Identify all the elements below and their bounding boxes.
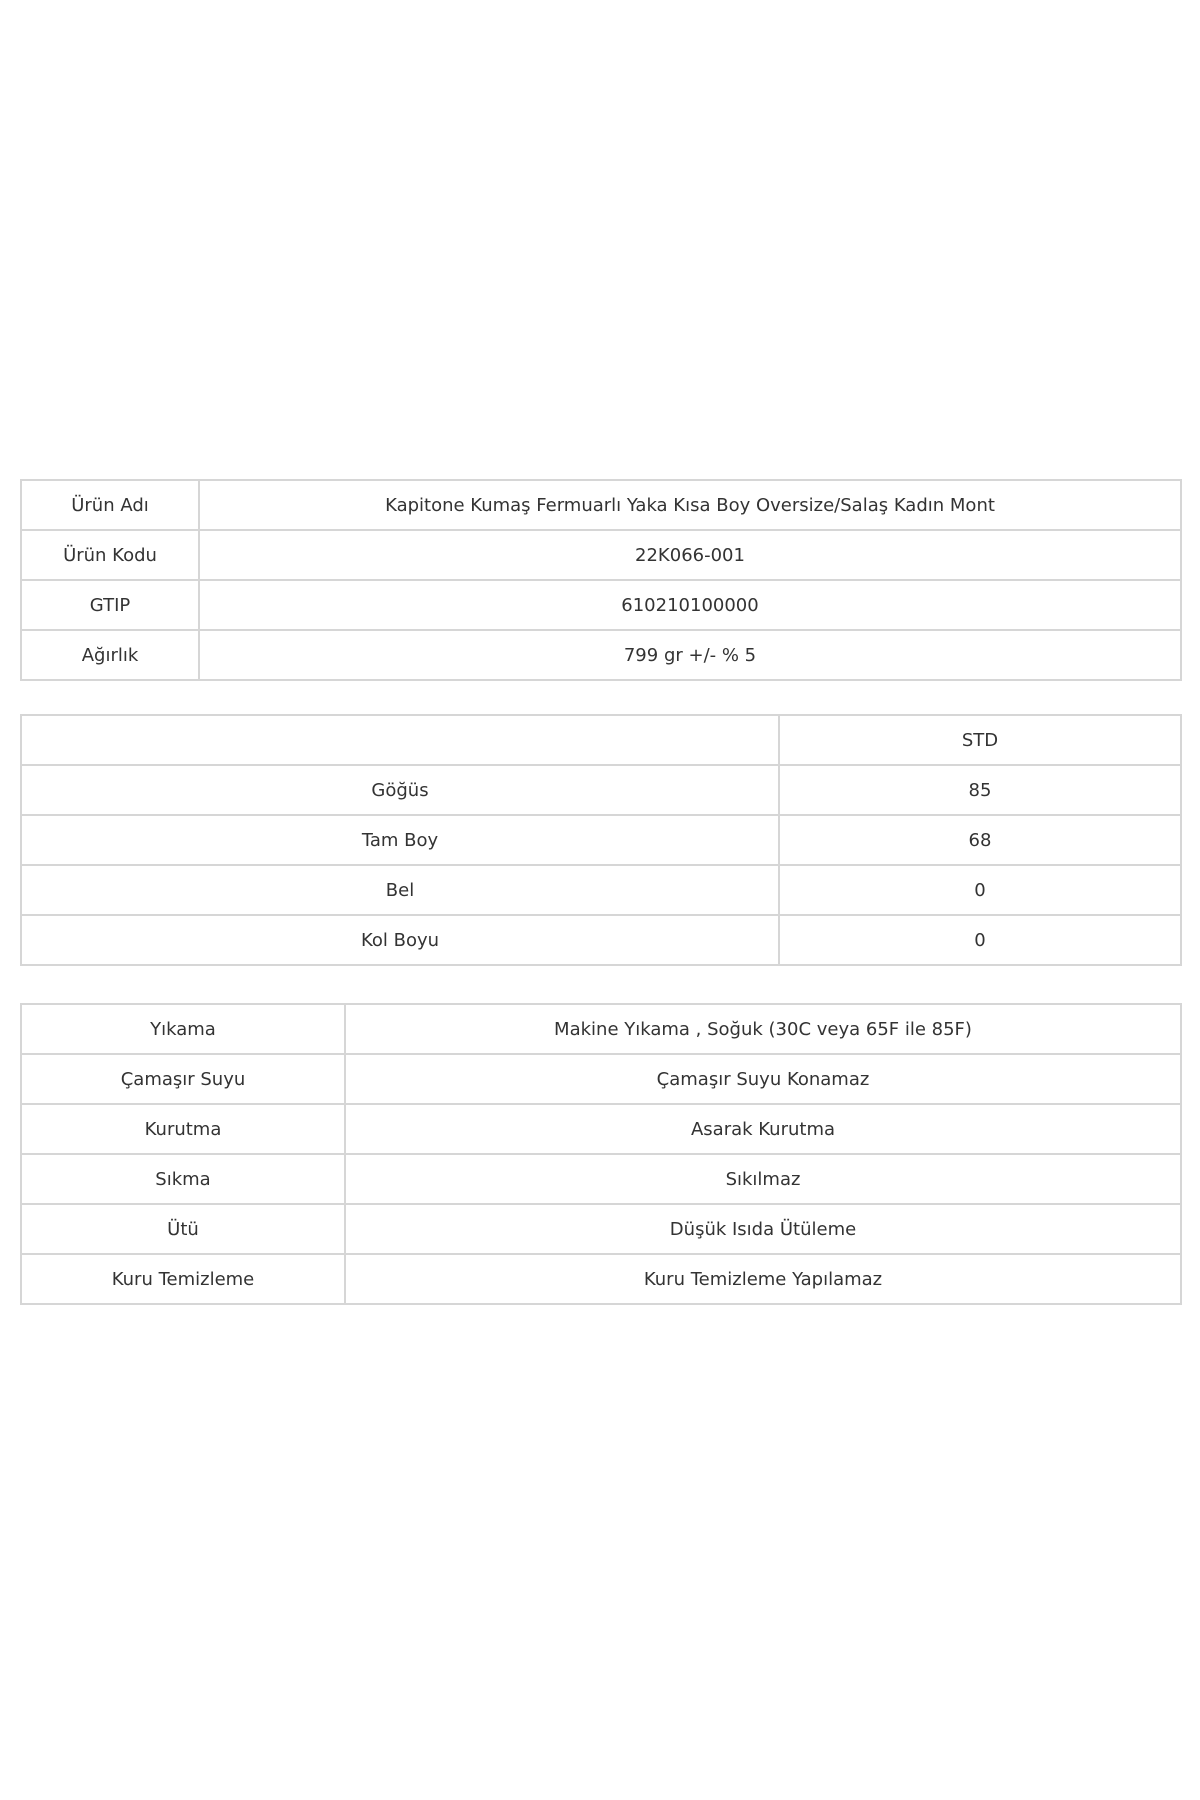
table-row <box>21 480 1181 530</box>
table-row <box>21 815 1181 865</box>
table-row <box>21 865 1181 915</box>
table-row <box>21 1104 1181 1154</box>
weight-value: 799 gr +/- % 5 <box>199 630 1181 680</box>
table-row <box>21 915 1181 965</box>
full-length-label: Tam Boy <box>21 815 779 865</box>
drying-label: Kurutma <box>21 1104 345 1154</box>
product-name-value: Kapitone Kumaş Fermuarlı Yaka Kısa Boy Oversize/Salaş Kadın Mont <box>199 480 1181 530</box>
washing-value: Makine Yıkama , Soğuk (30C veya 65F ile 85F) <box>345 1004 1181 1054</box>
bleach-value: Çamaşır Suyu Konamaz <box>345 1054 1181 1104</box>
product-info-table <box>20 479 1182 681</box>
table-row <box>21 765 1181 815</box>
table-row <box>21 630 1181 680</box>
sleeve-length-value: 0 <box>779 915 1181 965</box>
size-header-label <box>21 715 779 765</box>
waist-value: 0 <box>779 865 1181 915</box>
chest-value: 85 <box>779 765 1181 815</box>
ironing-value: Düşük Isıda Ütüleme <box>345 1204 1181 1254</box>
table-row <box>21 1154 1181 1204</box>
size-header-std: STD <box>779 715 1181 765</box>
table-row <box>21 1004 1181 1054</box>
drying-value: Asarak Kurutma <box>345 1104 1181 1154</box>
sleeve-length-label: Kol Boyu <box>21 915 779 965</box>
table-header-row <box>21 715 1181 765</box>
bleach-label: Çamaşır Suyu <box>21 1054 345 1104</box>
size-chart-table <box>20 714 1182 966</box>
dry-cleaning-value: Kuru Temizleme Yapılamaz <box>345 1254 1181 1304</box>
wringing-label: Sıkma <box>21 1154 345 1204</box>
product-code-label: Ürün Kodu <box>21 530 199 580</box>
gtip-value: 610210100000 <box>199 580 1181 630</box>
washing-label: Yıkama <box>21 1004 345 1054</box>
product-code-value: 22K066-001 <box>199 530 1181 580</box>
dry-cleaning-label: Kuru Temizleme <box>21 1254 345 1304</box>
full-length-value: 68 <box>779 815 1181 865</box>
wringing-value: Sıkılmaz <box>345 1154 1181 1204</box>
table-row <box>21 580 1181 630</box>
table-row <box>21 530 1181 580</box>
chest-label: Göğüs <box>21 765 779 815</box>
waist-label: Bel <box>21 865 779 915</box>
gtip-label: GTIP <box>21 580 199 630</box>
table-row <box>21 1204 1181 1254</box>
product-name-label: Ürün Adı <box>21 480 199 530</box>
table-row <box>21 1254 1181 1304</box>
care-instructions-table <box>20 1003 1182 1305</box>
weight-label: Ağırlık <box>21 630 199 680</box>
ironing-label: Ütü <box>21 1204 345 1254</box>
table-row <box>21 1054 1181 1104</box>
